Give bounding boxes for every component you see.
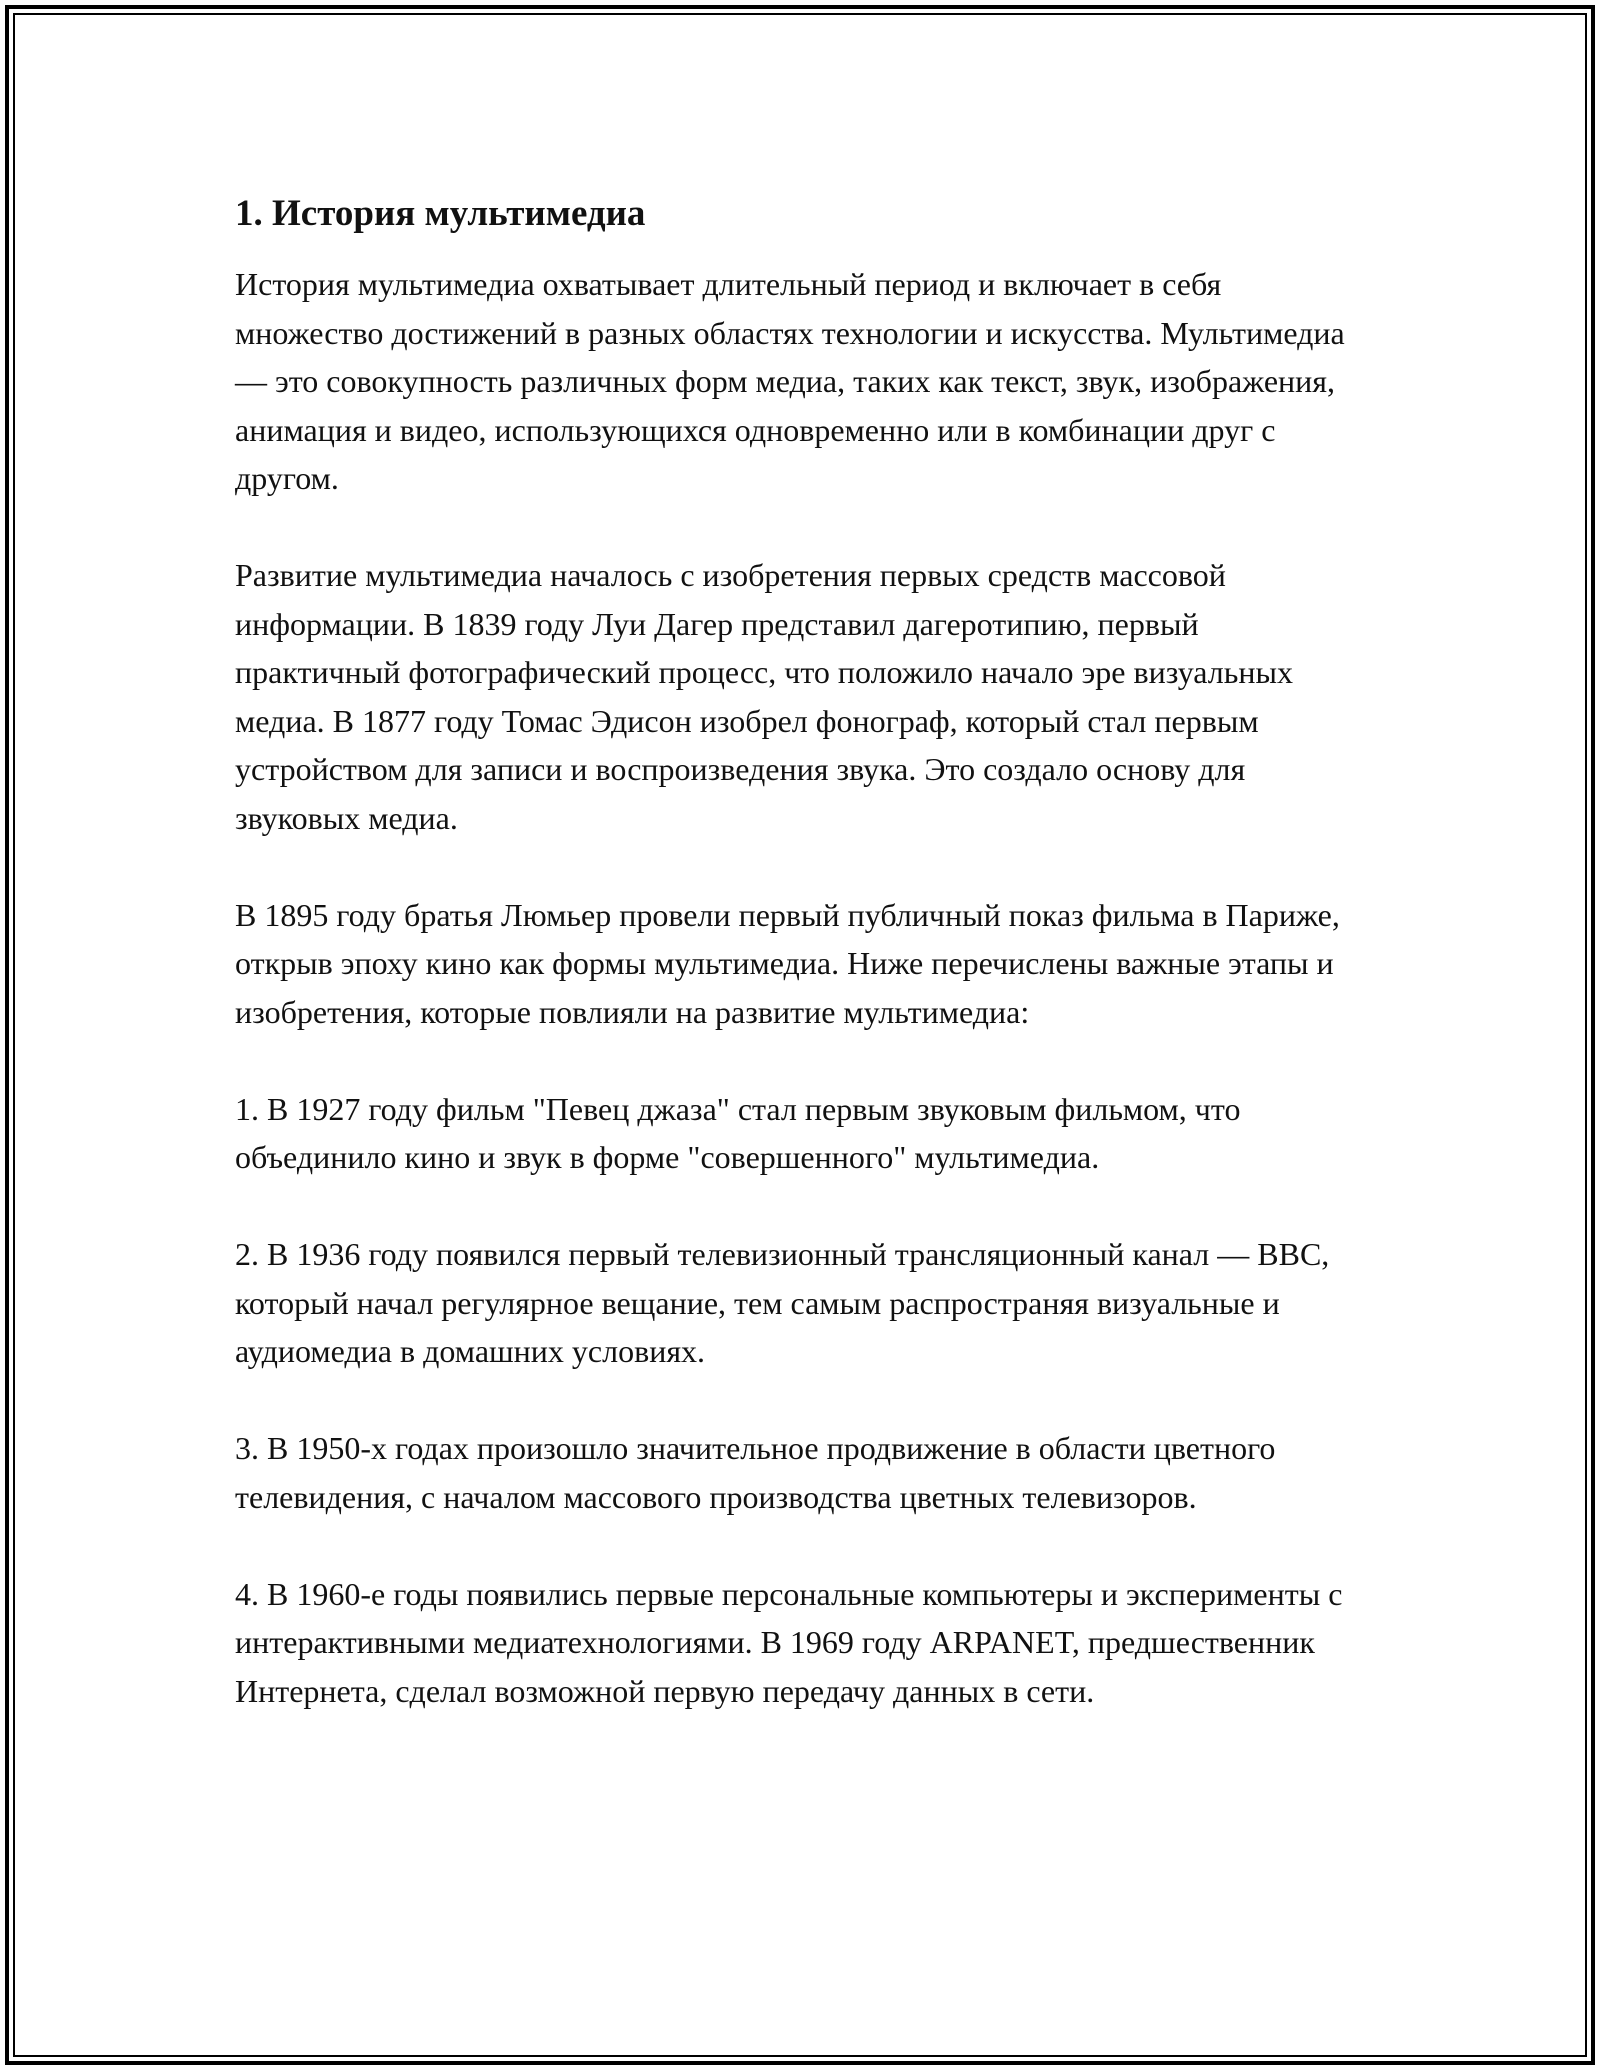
paragraph-cinema: В 1895 году братья Люмьер провели первый публичный показ фильма в Париже, открыв эпоху кино как формы мультимедиа. Ниже перечислены важные этапы и изобретения, которые повлияли на развитие мультимедиа: bbox=[235, 896, 1340, 1030]
paragraph-intro: История мультимедиа охватывает длительный период и включает в себя множество достижений в разных областях технологии и искусства. Мультимедиа — это совокупность различных форм медиа, таких как текст, звук, изображения, анимация и видео, использующихся одновременно или в комбинации друг с другом. bbox=[235, 266, 1345, 496]
paragraph-early-media: Развитие мультимедиа началось с изобретения первых средств массовой информации. В 1839 году Луи Дагер представил дагеротипию, первый практичный фотографический процесс, что положило начало эре визуальных медиа. В 1877 году Томас Эдисон изобрел фонограф, который стал первым устройством для записи и воспроизведения звука. Это создало основу для звуковых медиа. bbox=[235, 557, 1293, 836]
list-item-1927: 1. В 1927 году фильм "Певец джаза" стал первым звуковым фильмом, что объединило кино и звук в форме "совершенного" мультимедиа. bbox=[235, 1090, 1241, 1175]
list-item-1950s: 3. В 1950-х годах произошло значительное продвижение в области цветного телевидения, с началом массового производства цветных телевизоров. bbox=[235, 1430, 1276, 1515]
section-heading: 1. История мультимедиа bbox=[235, 193, 646, 234]
list-item-1936: 2. В 1936 году появился первый телевизионный трансляционный канал — BBC, который начал регулярное вещание, тем самым распространяя визуальные и аудиомедиа в домашних условиях. bbox=[235, 1236, 1330, 1369]
list-item-1960s: 4. В 1960-е годы появились первые персональные компьютеры и эксперименты с интерактивными медиатехнологиями. В 1969 году ARPANET, предшественник Интернета, сделал возможной первую передачу данных в сети. bbox=[235, 1575, 1343, 1709]
document-body bbox=[235, 190, 1365, 1715]
